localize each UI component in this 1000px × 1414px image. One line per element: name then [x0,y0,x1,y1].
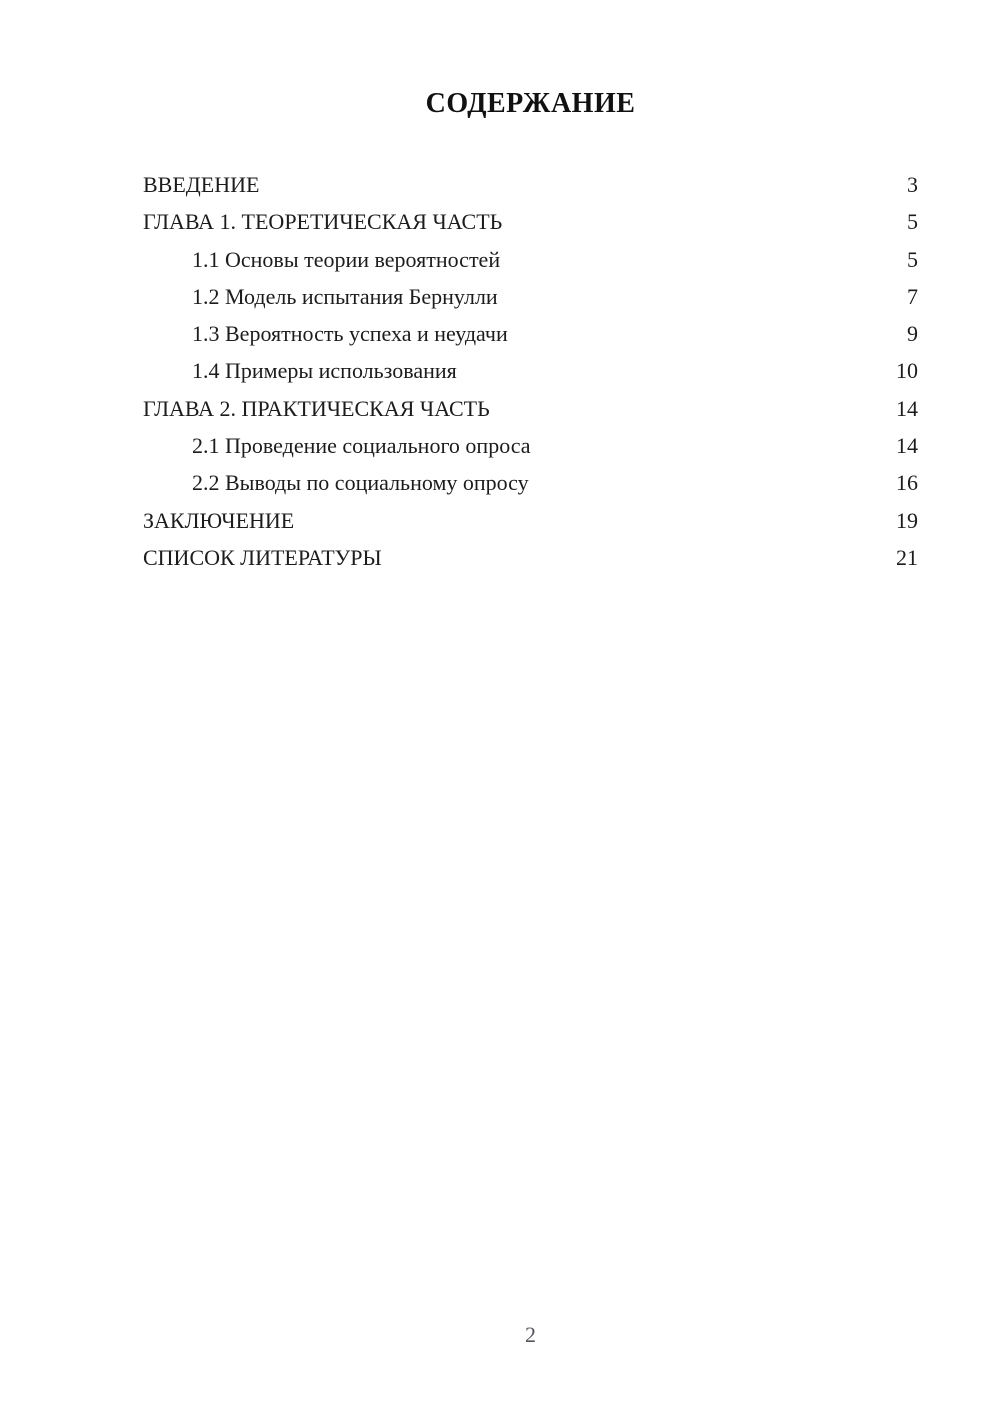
toc-entry [143,352,918,389]
toc-list [143,166,918,576]
toc-entry [143,241,918,278]
page-title: СОДЕРЖАНИЕ [425,88,636,119]
toc-entry-label: 1.3 Вероятность успеха и неудачи [192,321,508,347]
toc-entry-label: СПИСОК ЛИТЕРАТУРЫ [143,544,382,570]
toc-entry-page: 19 [896,507,918,533]
toc-entry-page: 21 [896,544,918,570]
toc-entry-page: 5 [907,209,918,235]
toc-entry [143,203,918,240]
toc-entry-page: 14 [896,395,918,421]
toc-entry-page: 9 [907,321,918,347]
toc-entry-label: ВВЕДЕНИЕ [143,172,260,197]
toc-entry [143,464,918,501]
toc-entry [143,278,918,315]
toc-entry-label: ЗАКЛЮЧЕНИЕ [143,507,295,533]
toc-entry [143,427,918,464]
toc-entry-page: 10 [896,358,918,384]
toc-entry-page: 7 [907,283,918,309]
toc-entry-label: 2.1 Проведение социального опроса [192,433,531,459]
toc-entry [143,539,918,576]
footer-page-number: 2 [525,1322,536,1347]
toc-entry-label: 2.2 Выводы по социальному опросу [192,470,529,496]
toc-entry-page: 14 [896,433,918,459]
toc-entry [143,166,918,203]
toc-entry-label: 1.2 Модель испытания Бернулли [192,283,498,309]
toc-entry-page: 5 [907,246,918,272]
toc-entry [143,502,918,539]
toc-entry-label: ГЛАВА 1. ТЕОРЕТИЧЕСКАЯ ЧАСТЬ [143,209,503,235]
toc-entry-page: 3 [907,172,918,197]
toc-entry [143,315,918,352]
toc-entry-page: 16 [896,470,918,496]
toc-entry-label: 1.4 Примеры использования [192,358,457,384]
toc-entry-label: 1.1 Основы теории вероятностей [192,246,501,272]
toc-entry [143,390,918,427]
toc-entry-label: ГЛАВА 2. ПРАКТИЧЕСКАЯ ЧАСТЬ [143,395,490,421]
